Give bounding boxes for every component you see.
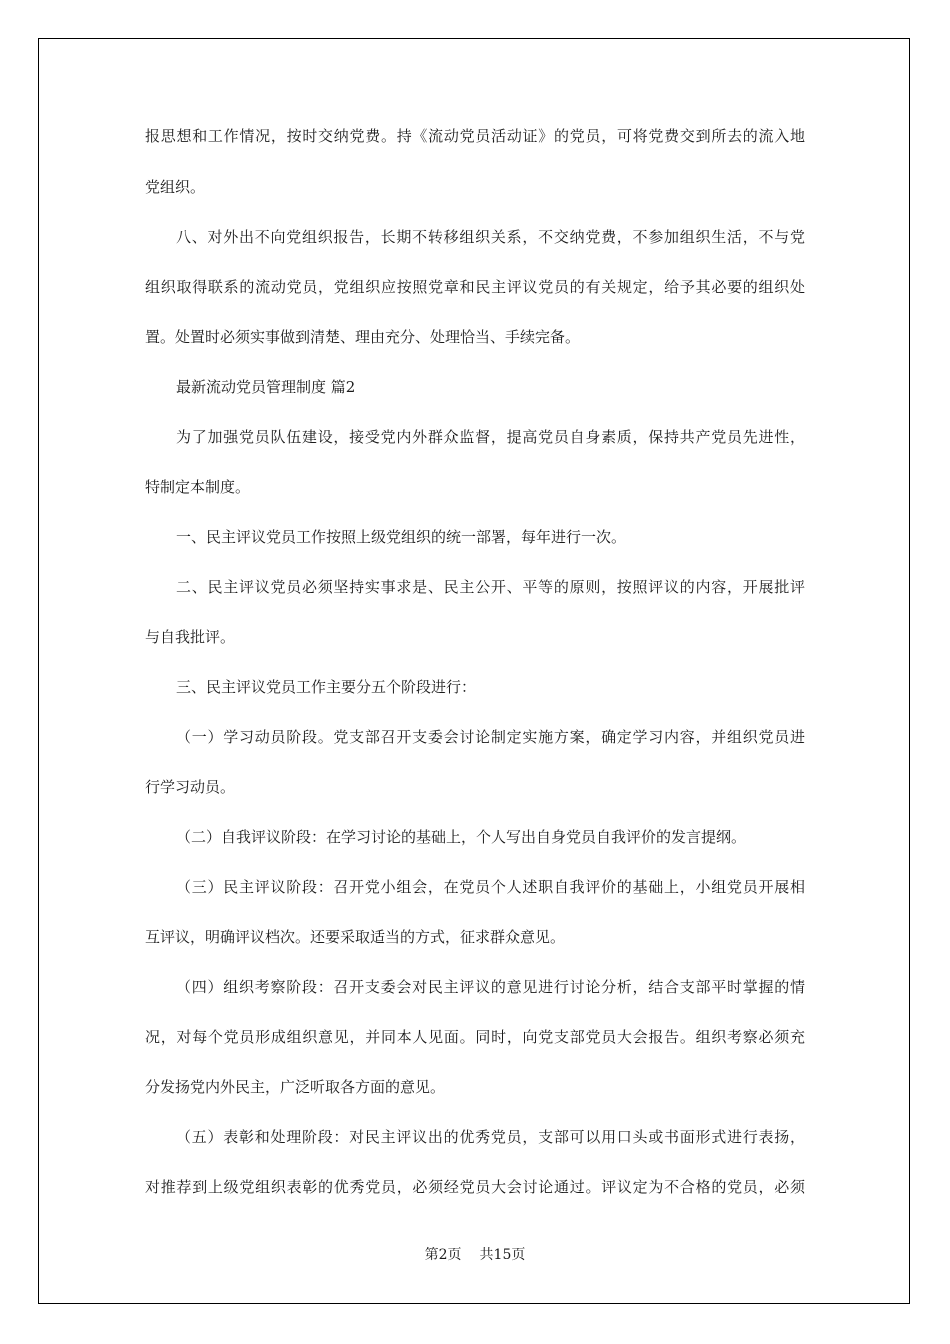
text-line: 党组织。 <box>145 178 206 196</box>
text-line: 报思想和工作情况，按时交纳党费。持《流动党员活动证》的党员，可将党费交到所去的流入地 <box>145 127 805 145</box>
page-number: 第2页 <box>424 1247 462 1263</box>
text-line: （五）表彰和处理阶段：对民主评议出的优秀党员，支部可以用口头或书面形式进行表扬， <box>176 1128 805 1146</box>
text-line: 一、民主评议党员工作按照上级党组织的统一部署，每年进行一次。 <box>176 528 627 546</box>
text-line: 分发扬党内外民主，广泛听取各方面的意见。 <box>145 1078 446 1096</box>
text-line: （四）组织考察阶段：召开支委会对民主评议的意见进行讨论分析，结合支部平时掌握的情 <box>176 978 805 996</box>
page-total: 共15页 <box>479 1247 526 1263</box>
text-line: （二）自我评议阶段：在学习讨论的基础上，个人写出自身党员自我评价的发言提纲。 <box>176 828 747 846</box>
text-line: 互评议，明确评议档次。还要采取适当的方式，征求群众意见。 <box>145 928 566 946</box>
text-line: 对推荐到上级党组织表彰的优秀党员，必须经党员大会讨论通过。评议定为不合格的党员，必须 <box>145 1178 805 1196</box>
text-line: 三、民主评议党员工作主要分五个阶段进行： <box>176 678 477 696</box>
text-line: 为了加强党员队伍建设，接受党内外群众监督，提高党员自身素质，保持共产党员先进性， <box>176 428 805 446</box>
text-line: 与自我批评。 <box>145 628 236 646</box>
text-line: 二、民主评议党员必须坚持实事求是、民主公开、平等的原则，按照评议的内容，开展批评 <box>176 578 805 596</box>
text-line: （三）民主评议阶段：召开党小组会，在党员个人述职自我评价的基础上，小组党员开展相 <box>176 878 805 896</box>
text-line: 置。处置时必须实事做到清楚、理由充分、处理恰当、手续完备。 <box>145 328 581 346</box>
text-line: 八、对外出不向党组织报告，长期不转移组织关系，不交纳党费，不参加组织生活，不与党 <box>176 228 805 246</box>
text-line: 组织取得联系的流动党员，党组织应按照党章和民主评议党员的有关规定，给予其必要的组织处 <box>145 278 805 296</box>
text-line: 况，对每个党员形成组织意见，并同本人见面。同时，向党支部党员大会报告。组织考察必须充 <box>145 1028 805 1046</box>
text-line: 特制定本制度。 <box>145 478 251 496</box>
page-footer <box>0 1245 950 1265</box>
text-line: 行学习动员。 <box>145 778 236 796</box>
text-line: （一）学习动员阶段。党支部召开支委会讨论制定实施方案，确定学习内容，并组织党员进 <box>176 728 805 746</box>
section-heading: 最新流动党员管理制度 篇2 <box>176 378 356 396</box>
